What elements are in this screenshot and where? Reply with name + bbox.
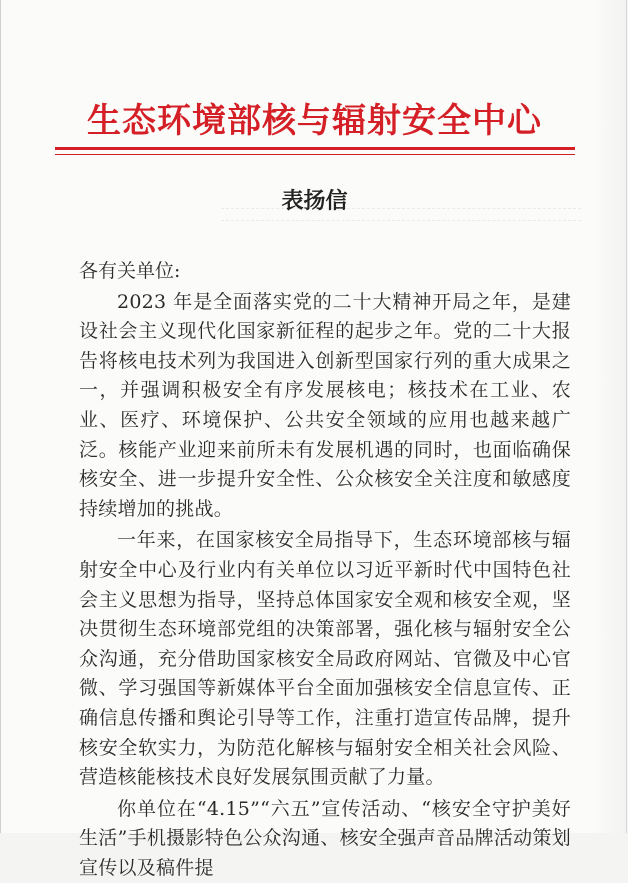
red-divider-thick <box>55 147 575 150</box>
paragraph-2: 一年来，在国家核安全局指导下，生态环境部核与辐射安全中心及行业内有关单位以习近平新时代中国特色社会主义思想为指导，坚持总体国家安全观和核安全观，坚决贯彻生态环境部党组的决策部署，强化核与辐射安全公众沟通，充分借助国家核安全局政府网站、官微及中心官微、学习强国等新媒体平台全面加强核安全信息宣传、正确信息传播和舆论引导等工作，注重打造宣传品牌，提升核安全软实力，为防范化解核与辐射安全相关社会风险、营造核能核技术良好发展氛围贡献了力量。 <box>79 529 571 789</box>
red-divider-thin <box>55 154 575 155</box>
salutation: 各有关单位: <box>79 260 181 282</box>
organization-header: 生态环境部核与辐射安全中心 <box>87 101 542 141</box>
paragraph-3: 你单位在“4.15”“六五”宣传活动、“核安全守护美好生活”手机摄影特色公众沟通、核安全强声音品牌活动策划宣传以及稿件提 <box>79 797 571 879</box>
document-title: 表扬信 <box>281 188 348 214</box>
bleed-line <box>221 220 581 222</box>
paragraph-1: 2023 年是全面落实党的二十大精神开局之年，是建设社会主义现代化国家新征程的起步之年。党的二十大报告将核电技术列为我国进入创新型国家行列的重大成果之一，并强调积极安全有序发展核电；核技术在工业、农业、医疗、环境保护、公共安全领域的应用也越来越广泛。核能产业迎来前所未有发展机遇的同时，也面临确保核安全、进一步提升安全性、公众核安全关注度和敏感度持续增加的挑战。 <box>79 290 571 520</box>
letter-body <box>79 257 571 883</box>
